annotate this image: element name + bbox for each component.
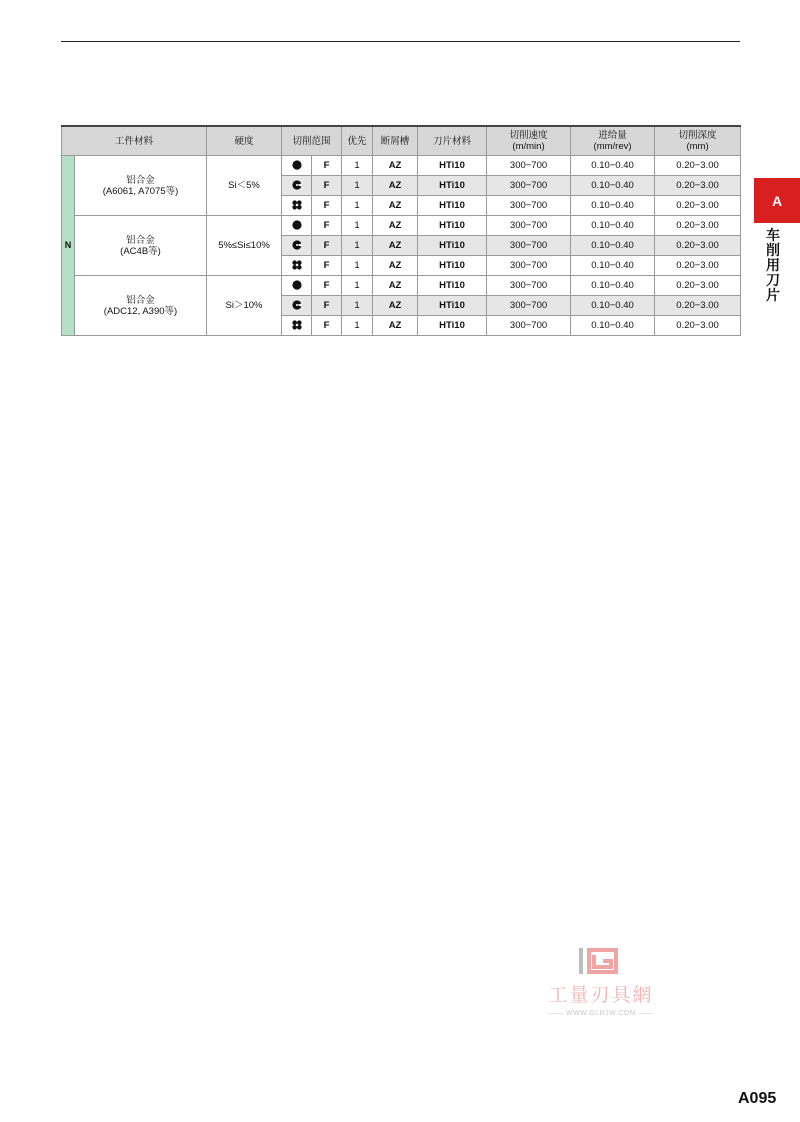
watermark-logo-icon xyxy=(576,946,626,976)
chipbreaker-cell: AZ xyxy=(373,156,418,176)
chipbreaker-cell: AZ xyxy=(373,176,418,196)
section-tab-char: 用 xyxy=(766,257,780,273)
chipbreaker-cell: AZ xyxy=(373,196,418,216)
cutting-range-cell: F xyxy=(312,296,342,316)
cutting-range-cell: F xyxy=(312,176,342,196)
grade-cell: HTi10 xyxy=(418,156,487,176)
depth-cell: 0.20−3.00 xyxy=(655,256,741,276)
solid-circle-icon xyxy=(292,280,302,290)
header-depth xyxy=(655,126,741,156)
cutting-range-icon-cell xyxy=(282,316,312,336)
cutting-range-cell: F xyxy=(312,236,342,256)
cutting-range-icon-cell xyxy=(282,236,312,256)
solid-circle-icon xyxy=(292,220,302,230)
notched-circle-icon xyxy=(292,300,302,310)
depth-cell: 0.20−3.00 xyxy=(655,196,741,216)
header-feed-label: 进给量 xyxy=(598,130,627,141)
feed-cell: 0.10−0.40 xyxy=(571,276,655,296)
grade-cell: HTi10 xyxy=(418,296,487,316)
speed-cell: 300−700 xyxy=(487,156,571,176)
table-row xyxy=(62,216,741,236)
speed-cell: 300−700 xyxy=(487,196,571,216)
notched-circle-icon xyxy=(292,240,302,250)
header-priority: 优先 xyxy=(342,126,373,156)
grade-cell: HTi10 xyxy=(418,216,487,236)
top-rule xyxy=(61,41,740,42)
priority-cell: 1 xyxy=(342,156,373,176)
grade-cell: HTi10 xyxy=(418,196,487,216)
priority-cell: 1 xyxy=(342,196,373,216)
cutting-range-icon-cell xyxy=(282,276,312,296)
speed-cell: 300−700 xyxy=(487,176,571,196)
depth-cell: 0.20−3.00 xyxy=(655,236,741,256)
material-name: 铝合金 xyxy=(126,174,155,186)
chipbreaker-cell: AZ xyxy=(373,296,418,316)
chipbreaker-cell: AZ xyxy=(373,216,418,236)
cutting-range-icon-cell xyxy=(282,196,312,216)
chipbreaker-cell: AZ xyxy=(373,276,418,296)
cutting-range-cell: F xyxy=(312,156,342,176)
cutting-range-cell: F xyxy=(312,276,342,296)
watermark xyxy=(536,946,666,1017)
table-row xyxy=(62,156,741,176)
section-tab-char: 车 xyxy=(766,227,780,243)
feed-cell: 0.10−0.40 xyxy=(571,256,655,276)
hardness-cell: Si＜5% xyxy=(207,156,282,216)
material-name: 铝合金 xyxy=(126,294,155,306)
material-cell xyxy=(75,276,207,336)
group-label: N xyxy=(62,156,75,336)
grade-cell: HTi10 xyxy=(418,276,487,296)
priority-cell: 1 xyxy=(342,216,373,236)
header-depth-unit: (mm) xyxy=(686,141,709,152)
depth-cell: 0.20−3.00 xyxy=(655,296,741,316)
cutting-range-cell: F xyxy=(312,216,342,236)
feed-cell: 0.10−0.40 xyxy=(571,196,655,216)
material-cell xyxy=(75,156,207,216)
cutting-range-cell: F xyxy=(312,316,342,336)
material-spec: (ADC12, A390等) xyxy=(103,305,178,317)
chipbreaker-cell: AZ xyxy=(373,256,418,276)
depth-cell: 0.20−3.00 xyxy=(655,176,741,196)
cutting-range-icon-cell xyxy=(282,296,312,316)
feed-cell: 0.10−0.40 xyxy=(571,316,655,336)
cutting-range-cell: F xyxy=(312,256,342,276)
grade-cell: HTi10 xyxy=(418,256,487,276)
four-petal-icon xyxy=(292,200,302,210)
grade-cell: HTi10 xyxy=(418,316,487,336)
header-hardness: 硬度 xyxy=(207,126,282,156)
depth-cell: 0.20−3.00 xyxy=(655,216,741,236)
feed-cell: 0.10−0.40 xyxy=(571,236,655,256)
header-speed-unit: (m/min) xyxy=(512,141,545,152)
grade-cell: HTi10 xyxy=(418,236,487,256)
header-speed-label: 切削速度 xyxy=(509,130,548,141)
cutting-range-icon-cell xyxy=(282,176,312,196)
priority-cell: 1 xyxy=(342,296,373,316)
cutting-range-icon-cell xyxy=(282,216,312,236)
section-tab-char: 片 xyxy=(766,287,780,303)
feed-cell: 0.10−0.40 xyxy=(571,156,655,176)
four-petal-icon xyxy=(292,320,302,330)
speed-cell: 300−700 xyxy=(487,216,571,236)
solid-circle-icon xyxy=(292,160,302,170)
speed-cell: 300−700 xyxy=(487,316,571,336)
cutting-range-cell: F xyxy=(312,196,342,216)
header-chipbreaker: 断屑槽 xyxy=(373,126,418,156)
cutting-conditions-table xyxy=(61,125,741,336)
material-spec: (AC4B等) xyxy=(120,245,161,257)
four-petal-icon xyxy=(292,260,302,270)
header-workpiece: 工件材料 xyxy=(62,126,207,156)
header-cutting-range: 切削范围 xyxy=(282,126,342,156)
header-grade: 刀片材料 xyxy=(418,126,487,156)
feed-cell: 0.10−0.40 xyxy=(571,216,655,236)
hardness-cell: 5%≤Si≤10% xyxy=(207,216,282,276)
speed-cell: 300−700 xyxy=(487,256,571,276)
priority-cell: 1 xyxy=(342,176,373,196)
priority-cell: 1 xyxy=(342,316,373,336)
material-name: 铝合金 xyxy=(126,234,155,246)
chipbreaker-cell: AZ xyxy=(373,316,418,336)
speed-cell: 300−700 xyxy=(487,276,571,296)
header-feed xyxy=(571,126,655,156)
depth-cell: 0.20−3.00 xyxy=(655,156,741,176)
table-header-row xyxy=(62,126,741,156)
material-cell xyxy=(75,216,207,276)
section-tab-char: 刀 xyxy=(766,272,780,288)
hardness-cell: Si＞10% xyxy=(207,276,282,336)
grade-cell: HTi10 xyxy=(418,176,487,196)
header-feed-unit: (mm/rev) xyxy=(593,141,632,152)
cutting-range-icon-cell xyxy=(282,256,312,276)
page-number: A095 xyxy=(738,1090,777,1107)
material-spec: (A6061, A7075等) xyxy=(102,185,179,197)
section-tab-char: 削 xyxy=(766,242,780,258)
section-tab-title xyxy=(763,228,783,303)
speed-cell: 300−700 xyxy=(487,296,571,316)
table-body xyxy=(62,156,741,336)
chipbreaker-cell: AZ xyxy=(373,236,418,256)
notched-circle-icon xyxy=(292,180,302,190)
watermark-url: —— WWW.GLRJW.COM —— xyxy=(548,1010,654,1017)
watermark-name: 工量刃具網 xyxy=(548,984,654,1006)
speed-cell: 300−700 xyxy=(487,236,571,256)
priority-cell: 1 xyxy=(342,236,373,256)
depth-cell: 0.20−3.00 xyxy=(655,276,741,296)
table-row xyxy=(62,276,741,296)
header-depth-label: 切削深度 xyxy=(678,130,717,141)
section-tab-a[interactable]: A xyxy=(754,178,800,223)
priority-cell: 1 xyxy=(342,276,373,296)
depth-cell: 0.20−3.00 xyxy=(655,316,741,336)
priority-cell: 1 xyxy=(342,256,373,276)
feed-cell: 0.10−0.40 xyxy=(571,296,655,316)
header-speed xyxy=(487,126,571,156)
cutting-range-icon-cell xyxy=(282,156,312,176)
feed-cell: 0.10−0.40 xyxy=(571,176,655,196)
